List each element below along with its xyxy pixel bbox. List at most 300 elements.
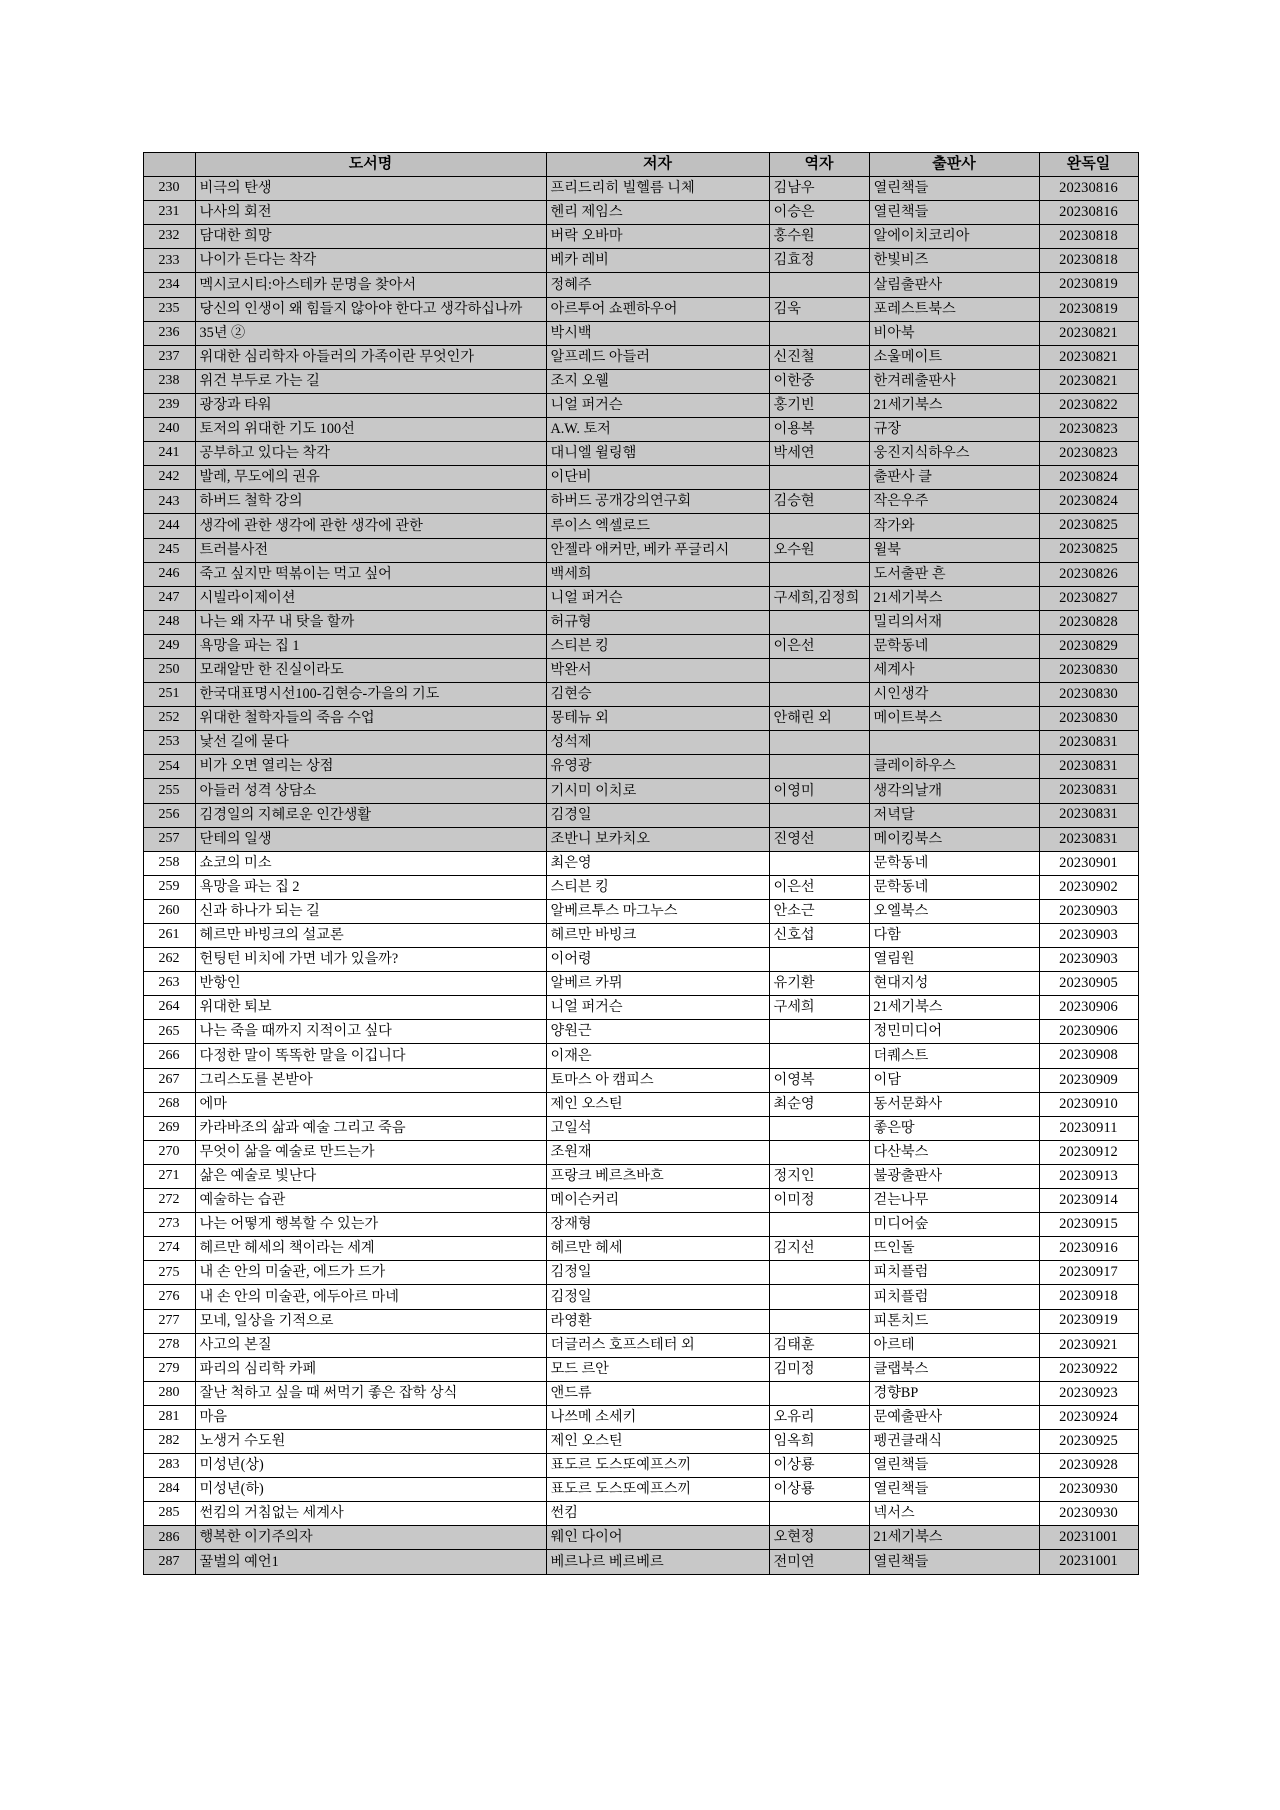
cell-publisher: 규장 (869, 418, 1039, 442)
cell-finish-date: 20230821 (1039, 321, 1138, 345)
cell-translator: 이영복 (769, 1068, 869, 1092)
cell-author: 이재은 (546, 1044, 769, 1068)
cell-publisher: 클레이하우스 (869, 755, 1039, 779)
cell-translator: 박세연 (769, 442, 869, 466)
cell-finish-date: 20230917 (1039, 1261, 1138, 1285)
cell-publisher: 밀리의서재 (869, 610, 1039, 634)
cell-finish-date: 20230909 (1039, 1068, 1138, 1092)
cell-title: 미성년(하) (195, 1478, 546, 1502)
cell-finish-date: 20230821 (1039, 345, 1138, 369)
column-header-translator: 역자 (769, 153, 869, 177)
cell-author: 김정일 (546, 1285, 769, 1309)
cell-translator: 진영선 (769, 827, 869, 851)
cell-no: 279 (143, 1357, 195, 1381)
cell-translator: 이용복 (769, 418, 869, 442)
cell-title: 한국대표명시선100-김현승-가을의 기도 (195, 683, 546, 707)
cell-no: 230 (143, 177, 195, 201)
cell-publisher: 한빛비즈 (869, 249, 1039, 273)
cell-no: 246 (143, 562, 195, 586)
table-row (143, 1309, 1138, 1333)
column-header-title: 도서명 (195, 153, 546, 177)
cell-publisher: 아르테 (869, 1333, 1039, 1357)
cell-finish-date: 20230922 (1039, 1357, 1138, 1381)
cell-translator: 오수원 (769, 538, 869, 562)
cell-publisher: 소울메이트 (869, 345, 1039, 369)
cell-no: 239 (143, 393, 195, 417)
cell-no: 284 (143, 1478, 195, 1502)
cell-author: 메이슨커리 (546, 1189, 769, 1213)
cell-translator (769, 731, 869, 755)
cell-publisher: 클랩북스 (869, 1357, 1039, 1381)
cell-translator (769, 273, 869, 297)
cell-no: 259 (143, 875, 195, 899)
cell-author: 조지 오웰 (546, 369, 769, 393)
table-row (143, 924, 1138, 948)
cell-no: 236 (143, 321, 195, 345)
cell-translator (769, 683, 869, 707)
cell-title: 마음 (195, 1405, 546, 1429)
cell-finish-date: 20230824 (1039, 466, 1138, 490)
cell-finish-date: 20230901 (1039, 851, 1138, 875)
cell-no: 251 (143, 683, 195, 707)
cell-translator (769, 562, 869, 586)
cell-author: 박시백 (546, 321, 769, 345)
cell-publisher: 저녁달 (869, 803, 1039, 827)
column-header-no (143, 153, 195, 177)
cell-translator: 구세희 (769, 996, 869, 1020)
table-row (143, 345, 1138, 369)
cell-translator (769, 1213, 869, 1237)
cell-no: 254 (143, 755, 195, 779)
cell-publisher: 넥서스 (869, 1502, 1039, 1526)
table-row (143, 1381, 1138, 1405)
cell-publisher: 불광출판사 (869, 1164, 1039, 1188)
cell-title: 토저의 위대한 기도 100선 (195, 418, 546, 442)
cell-translator (769, 1261, 869, 1285)
cell-translator: 홍수원 (769, 225, 869, 249)
cell-author: 장재형 (546, 1213, 769, 1237)
table-row (143, 803, 1138, 827)
table-row (143, 1357, 1138, 1381)
table-row (143, 442, 1138, 466)
cell-translator (769, 321, 869, 345)
cell-author: 기시미 이치로 (546, 779, 769, 803)
table-row (143, 418, 1138, 442)
cell-title: 노생거 수도원 (195, 1429, 546, 1453)
table-row (143, 1285, 1138, 1309)
table-row (143, 1068, 1138, 1092)
cell-finish-date: 20230823 (1039, 442, 1138, 466)
cell-author: 백세희 (546, 562, 769, 586)
cell-publisher: 21세기북스 (869, 586, 1039, 610)
table-row (143, 369, 1138, 393)
cell-finish-date: 20230816 (1039, 177, 1138, 201)
cell-translator (769, 1502, 869, 1526)
table-row (143, 1429, 1138, 1453)
cell-no: 242 (143, 466, 195, 490)
cell-title: 위대한 퇴보 (195, 996, 546, 1020)
cell-title: 낯선 길에 묻다 (195, 731, 546, 755)
cell-author: 헤르만 바빙크 (546, 924, 769, 948)
cell-title: 사고의 본질 (195, 1333, 546, 1357)
cell-title: 다정한 말이 똑똑한 말을 이깁니다 (195, 1044, 546, 1068)
cell-title: 삶은 예술로 빛난다 (195, 1164, 546, 1188)
cell-finish-date: 20230928 (1039, 1454, 1138, 1478)
table-row (143, 225, 1138, 249)
cell-no: 267 (143, 1068, 195, 1092)
table-row (143, 875, 1138, 899)
cell-author: 아르투어 쇼펜하우어 (546, 297, 769, 321)
cell-publisher: 메이트북스 (869, 707, 1039, 731)
cell-title: 욕망을 파는 집 1 (195, 634, 546, 658)
table-row (143, 1333, 1138, 1357)
cell-publisher: 문학동네 (869, 634, 1039, 658)
cell-publisher: 메이킹북스 (869, 827, 1039, 851)
cell-publisher: 열린책들 (869, 1478, 1039, 1502)
cell-author: 루이스 엑셀로드 (546, 514, 769, 538)
cell-translator: 정지인 (769, 1164, 869, 1188)
table-row (143, 1550, 1138, 1574)
cell-no: 249 (143, 634, 195, 658)
cell-publisher: 문학동네 (869, 875, 1039, 899)
cell-author: 스티븐 킹 (546, 875, 769, 899)
cell-author: 니얼 퍼거슨 (546, 393, 769, 417)
cell-title: 헌팅턴 비치에 가면 네가 있을까? (195, 948, 546, 972)
cell-no: 280 (143, 1381, 195, 1405)
cell-translator (769, 658, 869, 682)
cell-author: 니얼 퍼거슨 (546, 996, 769, 1020)
cell-finish-date: 20230910 (1039, 1092, 1138, 1116)
cell-title: 신과 하나가 되는 길 (195, 899, 546, 923)
cell-finish-date: 20231001 (1039, 1550, 1138, 1574)
cell-no: 276 (143, 1285, 195, 1309)
table-row (143, 1116, 1138, 1140)
cell-publisher: 포레스트북스 (869, 297, 1039, 321)
cell-translator: 안소근 (769, 899, 869, 923)
cell-finish-date: 20230916 (1039, 1237, 1138, 1261)
cell-no: 255 (143, 779, 195, 803)
cell-translator: 이은선 (769, 875, 869, 899)
table-row (143, 1044, 1138, 1068)
cell-title: 위대한 철학자들의 죽음 수업 (195, 707, 546, 731)
cell-translator: 김효정 (769, 249, 869, 273)
cell-finish-date: 20230828 (1039, 610, 1138, 634)
cell-author: 허규형 (546, 610, 769, 634)
table-row (143, 1261, 1138, 1285)
cell-publisher: 문예출판사 (869, 1405, 1039, 1429)
cell-finish-date: 20230831 (1039, 755, 1138, 779)
cell-publisher: 이담 (869, 1068, 1039, 1092)
table-row (143, 1405, 1138, 1429)
cell-finish-date: 20230818 (1039, 249, 1138, 273)
cell-title: 위대한 심리학자 아들러의 가족이란 무엇인가 (195, 345, 546, 369)
table-header (143, 153, 1138, 177)
cell-author: A.W. 토저 (546, 418, 769, 442)
table-row (143, 562, 1138, 586)
cell-title: 발레, 무도에의 권유 (195, 466, 546, 490)
cell-publisher: 알에이치코리아 (869, 225, 1039, 249)
cell-title: 죽고 싶지만 떡볶이는 먹고 싶어 (195, 562, 546, 586)
cell-publisher: 한겨레출판사 (869, 369, 1039, 393)
cell-no: 256 (143, 803, 195, 827)
cell-author: 라영환 (546, 1309, 769, 1333)
table-row (143, 755, 1138, 779)
cell-finish-date: 20230825 (1039, 514, 1138, 538)
cell-no: 261 (143, 924, 195, 948)
cell-publisher: 문학동네 (869, 851, 1039, 875)
table-row (143, 779, 1138, 803)
cell-title: 잘난 척하고 싶을 때 써먹기 좋은 잡학 상식 (195, 1381, 546, 1405)
cell-translator: 김남우 (769, 177, 869, 201)
cell-no: 282 (143, 1429, 195, 1453)
cell-publisher: 정민미디어 (869, 1020, 1039, 1044)
table-row (143, 1164, 1138, 1188)
table-row (143, 851, 1138, 875)
cell-finish-date: 20230825 (1039, 538, 1138, 562)
cell-finish-date: 20230925 (1039, 1429, 1138, 1453)
cell-finish-date: 20231001 (1039, 1526, 1138, 1550)
cell-no: 237 (143, 345, 195, 369)
cell-translator (769, 1140, 869, 1164)
cell-title: 나는 어떻게 행복할 수 있는가 (195, 1213, 546, 1237)
table-row (143, 948, 1138, 972)
cell-finish-date: 20230913 (1039, 1164, 1138, 1188)
cell-translator: 신진철 (769, 345, 869, 369)
cell-finish-date: 20230821 (1039, 369, 1138, 393)
cell-author: 앤드류 (546, 1381, 769, 1405)
cell-translator: 김태훈 (769, 1333, 869, 1357)
cell-translator: 홍기빈 (769, 393, 869, 417)
cell-publisher: 생각의날개 (869, 779, 1039, 803)
cell-title: 내 손 안의 미술관, 에두아르 마네 (195, 1285, 546, 1309)
cell-no: 266 (143, 1044, 195, 1068)
cell-author: 안젤라 애커만, 베카 푸글리시 (546, 538, 769, 562)
cell-author: 썬킴 (546, 1502, 769, 1526)
cell-author: 하버드 공개강의연구회 (546, 490, 769, 514)
cell-translator (769, 755, 869, 779)
table-row (143, 466, 1138, 490)
cell-no: 286 (143, 1526, 195, 1550)
table-row (143, 1454, 1138, 1478)
cell-no: 263 (143, 972, 195, 996)
column-header-author: 저자 (546, 153, 769, 177)
cell-title: 김경일의 지혜로운 인간생활 (195, 803, 546, 827)
cell-publisher: 펭귄클래식 (869, 1429, 1039, 1453)
cell-translator (769, 1116, 869, 1140)
cell-translator: 김승현 (769, 490, 869, 514)
cell-author: 정혜주 (546, 273, 769, 297)
table-row (143, 899, 1138, 923)
header-row (143, 153, 1138, 177)
cell-finish-date: 20230911 (1039, 1116, 1138, 1140)
cell-author: 몽테뉴 외 (546, 707, 769, 731)
cell-title: 비가 오면 열리는 상점 (195, 755, 546, 779)
cell-title: 모네, 일상을 기적으로 (195, 1309, 546, 1333)
cell-title: 아들러 성격 상담소 (195, 779, 546, 803)
cell-no: 274 (143, 1237, 195, 1261)
cell-author: 김현승 (546, 683, 769, 707)
cell-publisher: 동서문화사 (869, 1092, 1039, 1116)
cell-author: 프리드리히 빌헬름 니체 (546, 177, 769, 201)
cell-finish-date: 20230906 (1039, 996, 1138, 1020)
cell-publisher: 열린책들 (869, 1550, 1039, 1574)
cell-no: 281 (143, 1405, 195, 1429)
cell-publisher: 더퀘스트 (869, 1044, 1039, 1068)
cell-publisher: 출판사 클 (869, 466, 1039, 490)
cell-finish-date: 20230921 (1039, 1333, 1138, 1357)
cell-no: 235 (143, 297, 195, 321)
cell-finish-date: 20230819 (1039, 297, 1138, 321)
cell-author: 성석제 (546, 731, 769, 755)
cell-finish-date: 20230903 (1039, 948, 1138, 972)
cell-no: 244 (143, 514, 195, 538)
table-row (143, 490, 1138, 514)
cell-publisher (869, 731, 1039, 755)
cell-translator: 오유리 (769, 1405, 869, 1429)
cell-author: 알베르 카뮈 (546, 972, 769, 996)
cell-finish-date: 20230903 (1039, 924, 1138, 948)
table-row (143, 1020, 1138, 1044)
cell-translator: 임옥희 (769, 1429, 869, 1453)
cell-title: 공부하고 있다는 착각 (195, 442, 546, 466)
cell-no: 234 (143, 273, 195, 297)
cell-finish-date: 20230816 (1039, 201, 1138, 225)
cell-finish-date: 20230905 (1039, 972, 1138, 996)
cell-author: 모드 르안 (546, 1357, 769, 1381)
cell-no: 285 (143, 1502, 195, 1526)
cell-title: 나이가 든다는 착각 (195, 249, 546, 273)
cell-author: 니얼 퍼거슨 (546, 586, 769, 610)
cell-title: 행복한 이기주의자 (195, 1526, 546, 1550)
cell-author: 고일석 (546, 1116, 769, 1140)
table-row (143, 177, 1138, 201)
cell-title: 미성년(상) (195, 1454, 546, 1478)
cell-title: 비극의 탄생 (195, 177, 546, 201)
cell-publisher: 다산북스 (869, 1140, 1039, 1164)
cell-author: 스티븐 킹 (546, 634, 769, 658)
table-row (143, 586, 1138, 610)
cell-finish-date: 20230831 (1039, 731, 1138, 755)
cell-title: 예술하는 습관 (195, 1189, 546, 1213)
cell-finish-date: 20230924 (1039, 1405, 1138, 1429)
table-row (143, 972, 1138, 996)
cell-finish-date: 20230827 (1039, 586, 1138, 610)
cell-title: 생각에 관한 생각에 관한 생각에 관한 (195, 514, 546, 538)
book-reading-log-table (143, 152, 1139, 1575)
cell-translator: 유기환 (769, 972, 869, 996)
cell-translator (769, 851, 869, 875)
cell-translator: 오현정 (769, 1526, 869, 1550)
cell-no: 269 (143, 1116, 195, 1140)
cell-publisher: 21세기북스 (869, 1526, 1039, 1550)
cell-translator: 전미연 (769, 1550, 869, 1574)
cell-no: 287 (143, 1550, 195, 1574)
cell-title: 헤르만 바빙크의 설교론 (195, 924, 546, 948)
table-row (143, 1478, 1138, 1502)
cell-translator: 최순영 (769, 1092, 869, 1116)
cell-no: 232 (143, 225, 195, 249)
cell-title: 나사의 회전 (195, 201, 546, 225)
cell-no: 238 (143, 369, 195, 393)
table-row (143, 1237, 1138, 1261)
cell-title: 광장과 타워 (195, 393, 546, 417)
cell-title: 내 손 안의 미술관, 에드가 드가 (195, 1261, 546, 1285)
cell-publisher: 미디어숲 (869, 1213, 1039, 1237)
column-header-publisher: 출판사 (869, 153, 1039, 177)
cell-translator: 김지선 (769, 1237, 869, 1261)
cell-publisher: 걷는나무 (869, 1189, 1039, 1213)
cell-publisher: 뜨인돌 (869, 1237, 1039, 1261)
cell-author: 나쓰메 소세키 (546, 1405, 769, 1429)
cell-title: 모래알만 한 진실이라도 (195, 658, 546, 682)
cell-publisher: 열린책들 (869, 177, 1039, 201)
cell-finish-date: 20230819 (1039, 273, 1138, 297)
table-row (143, 1213, 1138, 1237)
cell-no: 283 (143, 1454, 195, 1478)
cell-title: 멕시코시티:아스테카 문명을 찾아서 (195, 273, 546, 297)
cell-translator: 이한중 (769, 369, 869, 393)
cell-author: 프랑크 베르츠바흐 (546, 1164, 769, 1188)
cell-translator: 이은선 (769, 634, 869, 658)
cell-finish-date: 20230923 (1039, 1381, 1138, 1405)
cell-translator: 김욱 (769, 297, 869, 321)
cell-author: 양원근 (546, 1020, 769, 1044)
table-row (143, 1189, 1138, 1213)
cell-finish-date: 20230906 (1039, 1020, 1138, 1044)
cell-author: 버락 오바마 (546, 225, 769, 249)
cell-publisher: 열림원 (869, 948, 1039, 972)
cell-publisher: 피치플럼 (869, 1261, 1039, 1285)
cell-translator (769, 514, 869, 538)
table-row (143, 273, 1138, 297)
cell-no: 253 (143, 731, 195, 755)
cell-publisher: 열린책들 (869, 201, 1039, 225)
cell-finish-date: 20230831 (1039, 803, 1138, 827)
cell-title: 담대한 희망 (195, 225, 546, 249)
cell-finish-date: 20230930 (1039, 1478, 1138, 1502)
cell-no: 257 (143, 827, 195, 851)
cell-title: 위건 부두로 가는 길 (195, 369, 546, 393)
cell-publisher: 경향BP (869, 1381, 1039, 1405)
cell-publisher: 21세기북스 (869, 393, 1039, 417)
cell-author: 이어령 (546, 948, 769, 972)
cell-finish-date: 20230830 (1039, 683, 1138, 707)
cell-finish-date: 20230930 (1039, 1502, 1138, 1526)
cell-no: 277 (143, 1309, 195, 1333)
cell-finish-date: 20230915 (1039, 1213, 1138, 1237)
table-row (143, 996, 1138, 1020)
cell-no: 268 (143, 1092, 195, 1116)
cell-author: 헨리 제임스 (546, 201, 769, 225)
table-body (143, 177, 1138, 1574)
cell-publisher: 21세기북스 (869, 996, 1039, 1020)
cell-no: 247 (143, 586, 195, 610)
table-wrapper (143, 152, 1138, 1575)
cell-publisher: 작은우주 (869, 490, 1039, 514)
cell-translator (769, 1044, 869, 1068)
cell-translator: 김미정 (769, 1357, 869, 1381)
cell-no: 278 (143, 1333, 195, 1357)
cell-author: 유영광 (546, 755, 769, 779)
cell-publisher: 윌북 (869, 538, 1039, 562)
cell-publisher: 작가와 (869, 514, 1039, 538)
cell-no: 271 (143, 1164, 195, 1188)
cell-publisher: 살림출판사 (869, 273, 1039, 297)
cell-no: 275 (143, 1261, 195, 1285)
cell-no: 248 (143, 610, 195, 634)
cell-finish-date: 20230902 (1039, 875, 1138, 899)
table-row (143, 538, 1138, 562)
